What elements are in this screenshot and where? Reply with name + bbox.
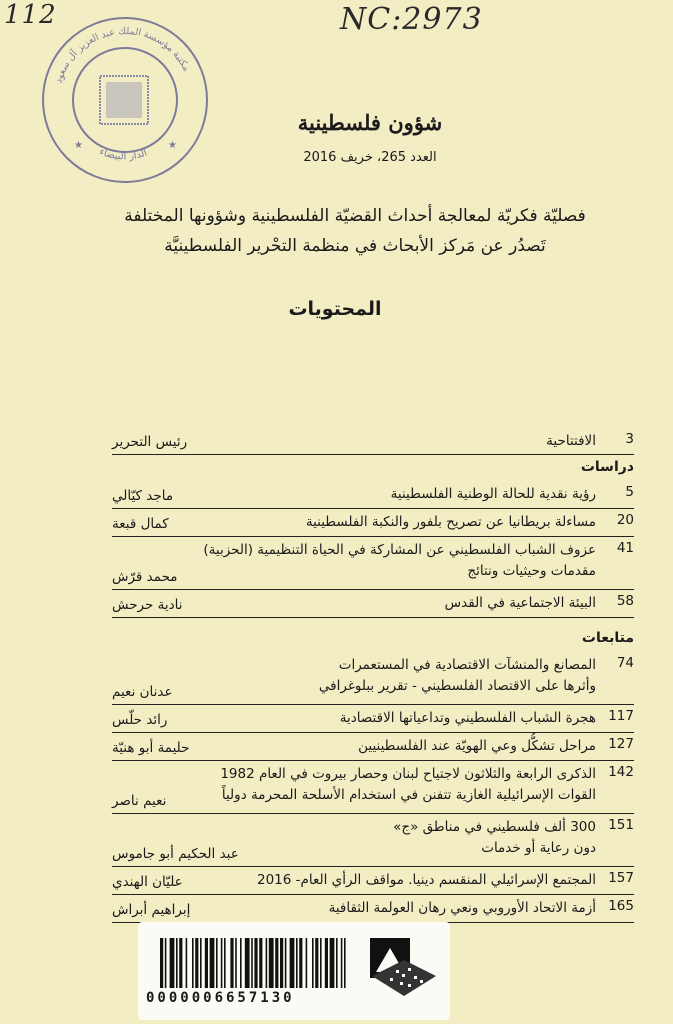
barcode-bar	[296, 938, 298, 988]
section-heading-followups: متابعات	[581, 630, 634, 646]
toc-page-number: 142	[608, 764, 634, 780]
toc-author: إبراهيم أبراش	[112, 902, 191, 918]
toc-title-line: رؤية نقدية للحالة الوطنية الفلسطينية	[390, 486, 596, 502]
library-stamp	[40, 16, 210, 184]
magazine-logo	[280, 110, 460, 150]
barcode-bar	[195, 938, 198, 988]
toc-page-number: 117	[608, 708, 634, 724]
toc-title-line: عزوف الشباب الفلسطيني عن المشاركة في الحياة التنظيمية (الحزبية)	[203, 542, 596, 558]
toc-entry-editorial	[112, 428, 634, 455]
toc-page-number: 157	[608, 870, 634, 886]
barcode-bar	[330, 938, 335, 988]
barcode-bar	[210, 938, 215, 988]
toc-author: ماجد كيّالي	[112, 488, 174, 504]
toc-page-number: 74	[616, 655, 634, 671]
toc-author: عدنان نعيم	[112, 684, 173, 700]
handwritten-accession-number: NC:2973	[340, 2, 483, 37]
logo-text: شؤون فلسطينية	[297, 110, 443, 135]
barcode-bar	[341, 938, 343, 988]
toc-entry	[112, 867, 634, 895]
svg-text:★: ★	[74, 140, 83, 151]
table-of-contents	[112, 428, 634, 923]
toc-title-line: هجرة الشباب الفلسطيني وتداعياتها الاقتصادية	[339, 710, 596, 726]
barcode-bar	[280, 938, 283, 988]
toc-page-number: 3	[625, 431, 634, 447]
barcode-bar	[254, 938, 257, 988]
toc-author: حليمة أبو هنيّة	[112, 740, 190, 756]
barcode-bar	[224, 938, 226, 988]
tagline-line-1: فصليّة فكريّة لمعالجة أحداث القضيّة الفلسطينية وشؤونها المختلفة	[124, 206, 586, 226]
contents-title: المحتويات	[288, 298, 382, 320]
toc-title-line: مقدمات وحيثيات ونتائج	[467, 563, 596, 579]
barcode-bar	[320, 938, 322, 988]
barcode-bar	[275, 938, 278, 988]
toc-title-line: البيئة الاجتماعية في القدس	[444, 595, 596, 611]
barcode-bar	[312, 938, 314, 988]
toc-entry	[112, 705, 634, 733]
barcode-bar	[221, 938, 223, 988]
toc-title-line: أزمة الاتحاد الأوروبي ونعي رهان العولمة الثقافية	[328, 900, 596, 916]
toc-entry	[112, 590, 634, 618]
toc-title-line: مساءلة بريطانيا عن تصريح بلفور والنكبة الفلسطينية	[305, 514, 596, 530]
toc-title-line: القوات الإسرائيلية الغازية تتفنن في استخدام الأسلحة المحرمة دولياً	[221, 787, 596, 803]
toc-entry	[112, 895, 634, 923]
barcode-bar	[205, 938, 208, 988]
toc-title-line: مراحل تشكُّل وعي الهويّة عند الفلسطينيين	[358, 738, 596, 754]
issue-info: العدد 265، خريف 2016	[303, 150, 437, 165]
toc-page-number: 20	[616, 512, 634, 528]
toc-entry	[112, 733, 634, 761]
toc-author: كمال قبعة	[112, 516, 169, 532]
barcode-bar	[216, 938, 218, 988]
toc-title-line: الذكرى الرابعة والثلاثون لاجتياح لبنان وحصار بيروت في العام 1982	[220, 766, 596, 782]
toc-title-line: دون رعاية أو خدمات	[481, 840, 596, 856]
toc-title-line: المصانع والمنشآت الاقتصادية في المستعمرات	[338, 657, 596, 673]
barcode-bar	[269, 938, 274, 988]
stamp-bottom-text: الدار البيضاء	[97, 146, 149, 163]
barcode-bar	[266, 938, 268, 988]
barcode-bar	[315, 938, 318, 988]
tagline-line-2: تَصدُر عن مَركز الأبحاث في منظمة التحْرير الفلسطينيَّة	[164, 236, 546, 256]
toc-page-number: 151	[608, 817, 634, 833]
barcode-bar	[259, 938, 262, 988]
barcode-bar	[170, 938, 175, 988]
toc-entry	[112, 814, 634, 867]
barcode-bars	[160, 938, 350, 988]
barcode-bar	[325, 938, 328, 988]
followups-list	[112, 652, 634, 923]
toc-entry	[112, 481, 634, 509]
barcode-digits: 0000006657130	[146, 990, 295, 1006]
barcode-label	[138, 922, 450, 1020]
barcode-bar	[240, 938, 242, 988]
barcode-bar	[160, 938, 163, 988]
toc-entry	[112, 652, 634, 705]
barcode-bar	[306, 938, 308, 988]
toc-author: رئيس التحرير	[112, 434, 188, 450]
toc-title-line: المجتمع الإسرائيلي المنقسم دينيا. مواقف الرأي العام- 2016	[256, 872, 596, 888]
section-heading-studies: دراسات	[580, 459, 634, 475]
stamp-ring-text: مكتبة مؤسسة الملك عبد العزيز آل سعود	[53, 25, 192, 85]
toc-title: الافتتاحية	[546, 433, 596, 449]
publisher-mark-icon	[370, 938, 438, 998]
toc-title-line: 300 ألف فلسطيني في مناطق «ج»	[393, 819, 596, 835]
barcode-bar	[285, 938, 287, 988]
barcode-bar	[230, 938, 233, 988]
barcode-bar	[200, 938, 202, 988]
toc-author: نعيم ناصر	[112, 793, 167, 809]
toc-page-number: 127	[608, 736, 634, 752]
barcode-bar	[179, 938, 182, 988]
toc-author: رائد حلّس	[112, 712, 168, 728]
toc-entry	[112, 761, 634, 814]
toc-entry	[112, 537, 634, 590]
barcode-bar	[165, 938, 167, 988]
barcode-bar	[176, 938, 178, 988]
toc-page-number: 41	[616, 540, 634, 556]
barcode-bar	[344, 938, 346, 988]
svg-text:★: ★	[168, 140, 177, 151]
barcode-bar	[336, 938, 338, 988]
toc-title-line: وأثرها على الاقتصاد الفلسطيني - تقرير ببلوغرافي	[318, 678, 596, 694]
barcode-bar	[290, 938, 295, 988]
handwritten-number: 112	[4, 0, 57, 30]
studies-list	[112, 481, 634, 618]
toc-page-number: 58	[616, 593, 634, 609]
toc-author: عليّان الهندي	[112, 874, 183, 890]
barcode-bar	[186, 938, 188, 988]
toc-page-number: 5	[625, 484, 634, 500]
toc-author: عبد الحكيم أبو جاموس	[112, 846, 239, 862]
toc-author: محمد قرّش	[112, 569, 178, 585]
toc-author: نادية حرحش	[112, 597, 183, 613]
toc-entry	[112, 509, 634, 537]
barcode-bar	[245, 938, 250, 988]
toc-page-number: 165	[608, 898, 634, 914]
barcode-bar	[235, 938, 237, 988]
barcode-bar	[251, 938, 253, 988]
barcode-bar	[192, 938, 194, 988]
barcode-bar	[299, 938, 302, 988]
